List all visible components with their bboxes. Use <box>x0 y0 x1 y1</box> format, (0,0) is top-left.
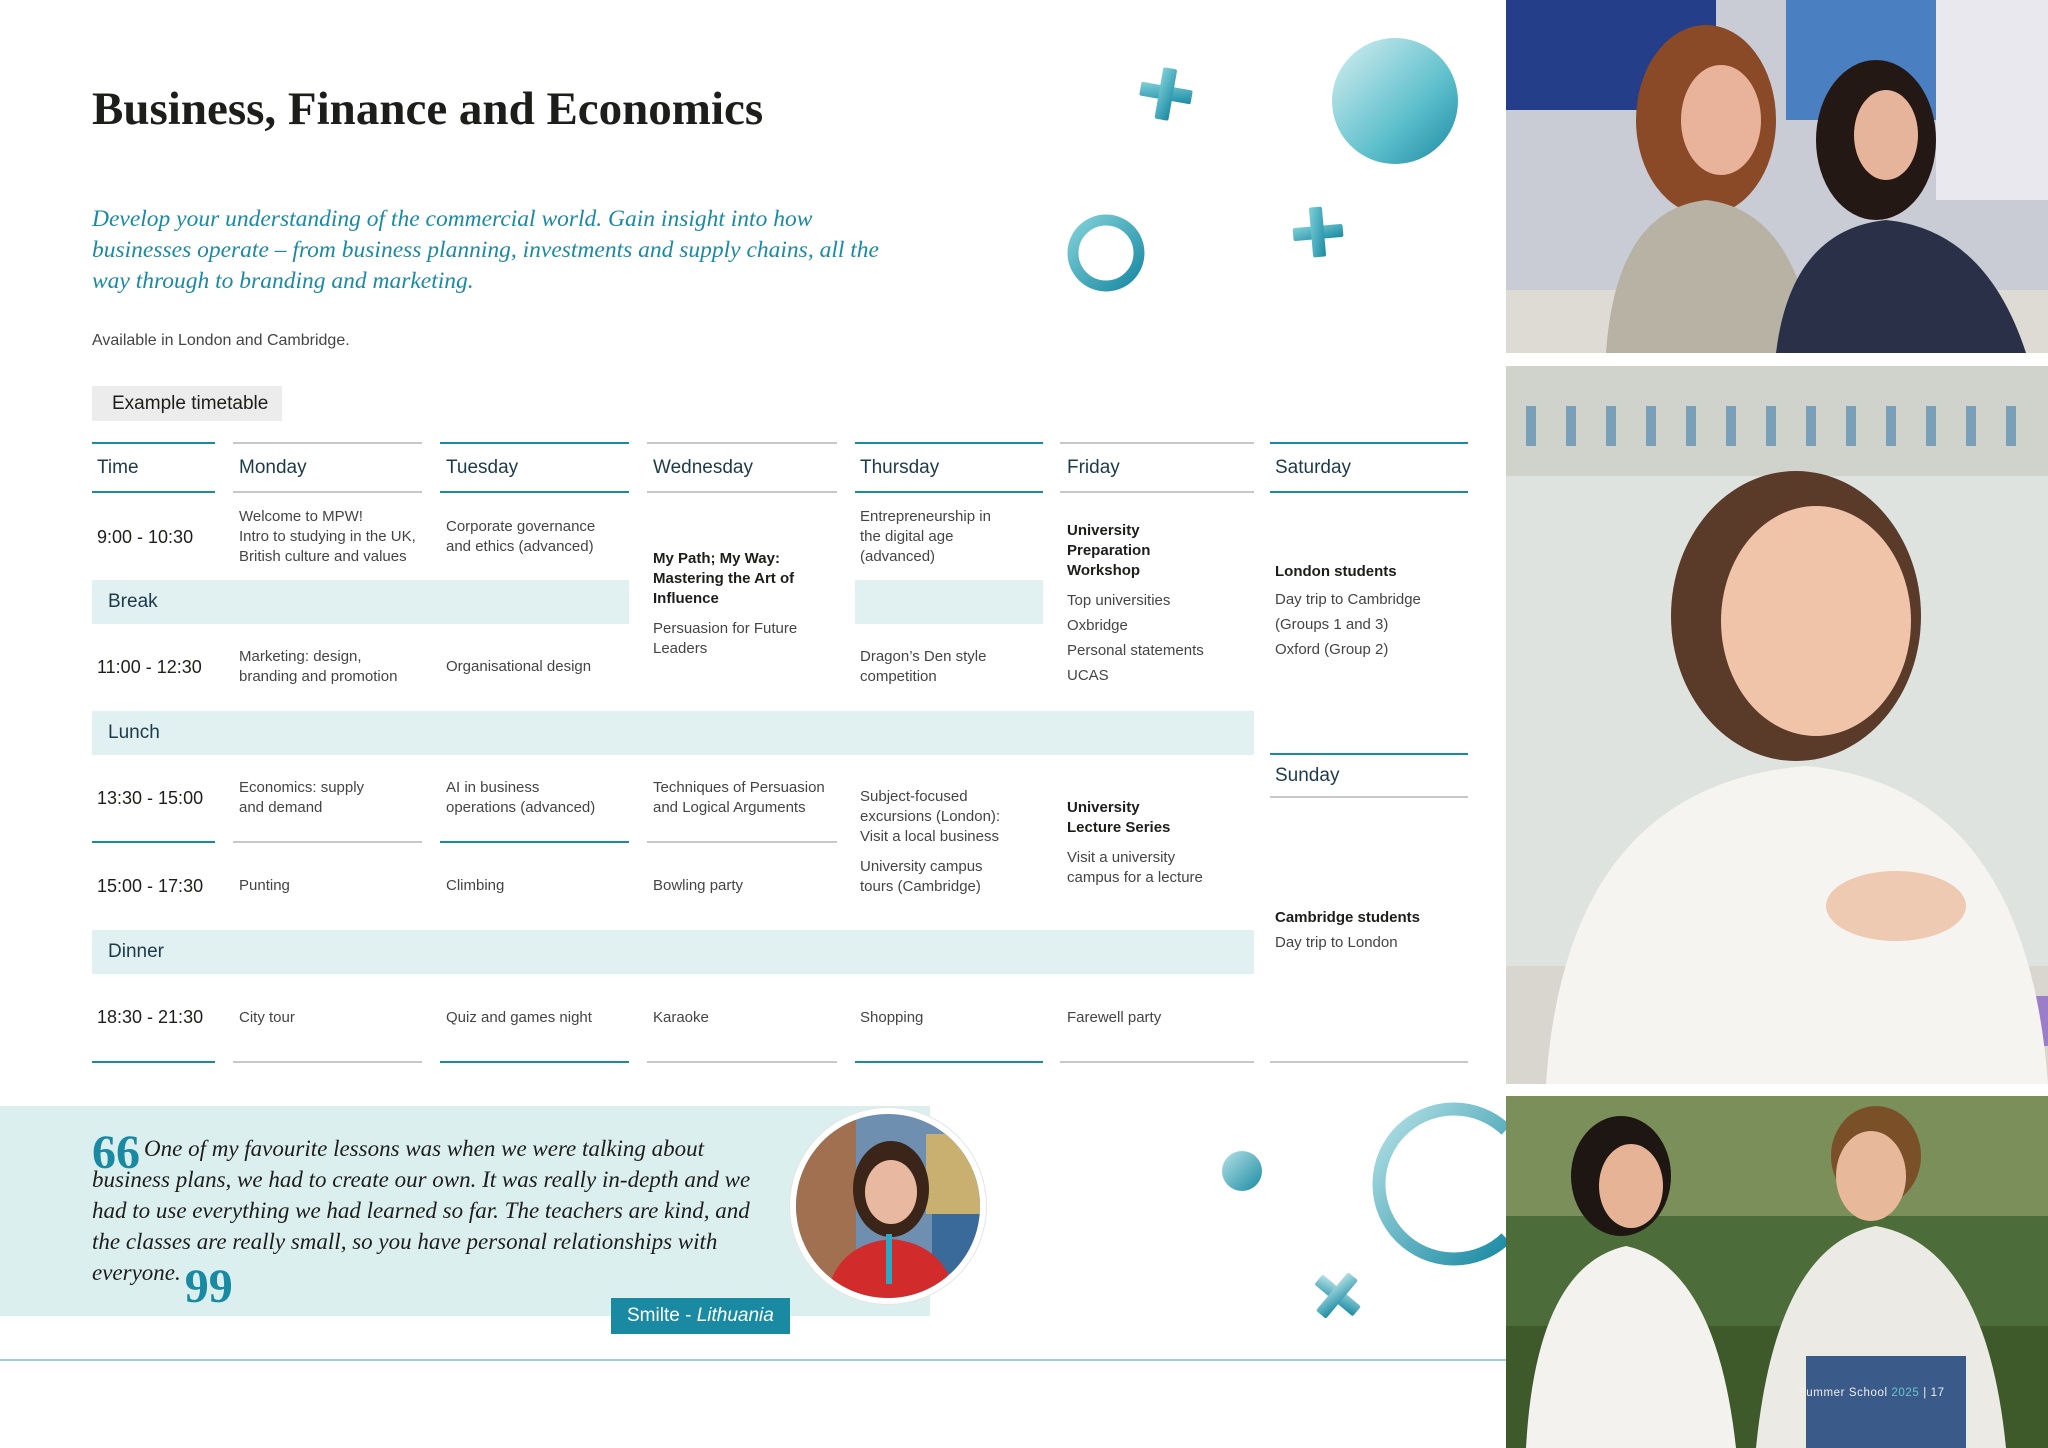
tuesday-session-1: Corporate governance and ethics (advanced) <box>446 518 596 555</box>
column-header-sunday: Sunday <box>1275 765 1340 786</box>
thursday-session-5: Shopping <box>860 1009 924 1026</box>
tuesday-session-2: Organisational design <box>446 658 592 675</box>
column-header-thursday: Thursday <box>860 457 940 478</box>
wednesday-session-3: Techniques of Persuasion and Logical Arguments <box>653 779 825 816</box>
decorative-shapes-lower <box>1200 1090 1506 1340</box>
page-title: Business, Finance and Economics <box>92 83 764 135</box>
photo-smiling-student <box>1506 366 2048 1084</box>
monday-session-3: Economics: supply and demand <box>239 779 365 816</box>
monday-session-2: Marketing: design, branding and promotion <box>239 648 398 685</box>
time-slot-1: 9:00 - 10:30 <box>97 527 194 547</box>
timetable-label: Example timetable <box>92 386 282 421</box>
circle-icon <box>1332 38 1458 164</box>
testimonial-attribution: Smilte - Lithuania <box>611 1298 790 1334</box>
monday-session-5: City tour <box>239 1009 295 1026</box>
thursday-session-2: Dragon’s Den style competition <box>860 648 987 685</box>
break-row <box>92 580 629 624</box>
column-header-monday: Monday <box>239 457 307 478</box>
column-header-tuesday: Tuesday <box>446 457 519 478</box>
lunch-row <box>92 711 1254 755</box>
saturday-block: London students Day trip to Cambridge (Groups 1 and 3) Oxford (Group 2) <box>1275 563 1421 658</box>
break-row-thursday <box>855 580 1043 624</box>
ring-icon <box>1073 220 1139 286</box>
close-quote-icon: 99 <box>184 1260 233 1313</box>
footer-rule <box>0 1359 1506 1361</box>
tuesday-session-5: Quiz and games night <box>446 1009 592 1026</box>
wednesday-am-block: My Path; My Way: Mastering the Art of Influence Persuasion for Future Leaders <box>653 550 798 657</box>
wednesday-session-5: Karaoke <box>653 1009 709 1026</box>
time-slot-5: 18:30 - 21:30 <box>97 1007 204 1027</box>
dinner-label: Dinner <box>108 941 164 962</box>
cross-icon <box>1302 1261 1372 1331</box>
plus-icon <box>1139 67 1193 121</box>
wednesday-session-4: Bowling party <box>653 877 744 894</box>
sunday-block: Cambridge students Day trip to London <box>1275 909 1421 951</box>
friday-am-block: University Preparation Workshop Top universities Oxbridge Personal statements UCAS <box>1067 522 1204 684</box>
friday-pm-block: University Lecture Series Visit a university campus for a lecture <box>1067 799 1203 886</box>
student-portrait <box>790 1108 986 1304</box>
decorative-shapes <box>1060 30 1480 300</box>
monday-session-1: Welcome to MPW! Intro to studying in the UK, British culture and values <box>239 508 416 565</box>
footer-page-label: Summer School 2025 | 17 <box>1798 1387 1945 1399</box>
time-slot-3: 13:30 - 15:00 <box>97 788 204 808</box>
availability-text: Available in London and Cambridge. <box>92 332 350 349</box>
monday-session-4: Punting <box>239 877 290 894</box>
thursday-session-4: University campus tours (Cambridge) <box>860 858 983 895</box>
circle-icon <box>1222 1151 1262 1191</box>
intro-text: Develop your understanding of the commercial world. Gain insight into how businesses operate – from business planning, investments and supply chains, all the way through to branding and marketing. <box>92 206 879 294</box>
lunch-label: Lunch <box>108 722 160 743</box>
time-slot-2: 11:00 - 12:30 <box>97 657 202 677</box>
tuesday-session-3: AI in business operations (advanced) <box>446 779 596 816</box>
photo-students-discussion <box>1506 0 2048 353</box>
thursday-session-3: Subject-focused excursions (London): Visit a local business <box>860 788 1001 845</box>
friday-session-5: Farewell party <box>1067 1009 1162 1026</box>
open-quote-icon: 66 <box>92 1126 140 1179</box>
break-label: Break <box>108 591 158 612</box>
column-header-friday: Friday <box>1067 457 1120 478</box>
time-slot-4: 15:00 - 17:30 <box>97 876 204 896</box>
column-header-saturday: Saturday <box>1275 457 1352 478</box>
thursday-session-1: Entrepreneurship in the digital age (advanced) <box>860 508 991 565</box>
testimonial-quote: 66 One of my favourite lessons was when we were talking about business plans, we had to create our own. It was really in-depth and we had to use everything we had learned so far. The teachers are kind, and the classes are really small, so you have personal relationships with everyone.99 <box>92 1126 751 1313</box>
column-header-time: Time <box>97 457 139 478</box>
tuesday-session-4: Climbing <box>446 877 505 894</box>
column-header-wednesday: Wednesday <box>653 457 753 478</box>
ring-icon <box>1379 1109 1506 1259</box>
plus-icon <box>1293 207 1344 258</box>
dinner-row <box>92 930 1254 974</box>
photo-students-outdoors <box>1506 1096 2048 1448</box>
